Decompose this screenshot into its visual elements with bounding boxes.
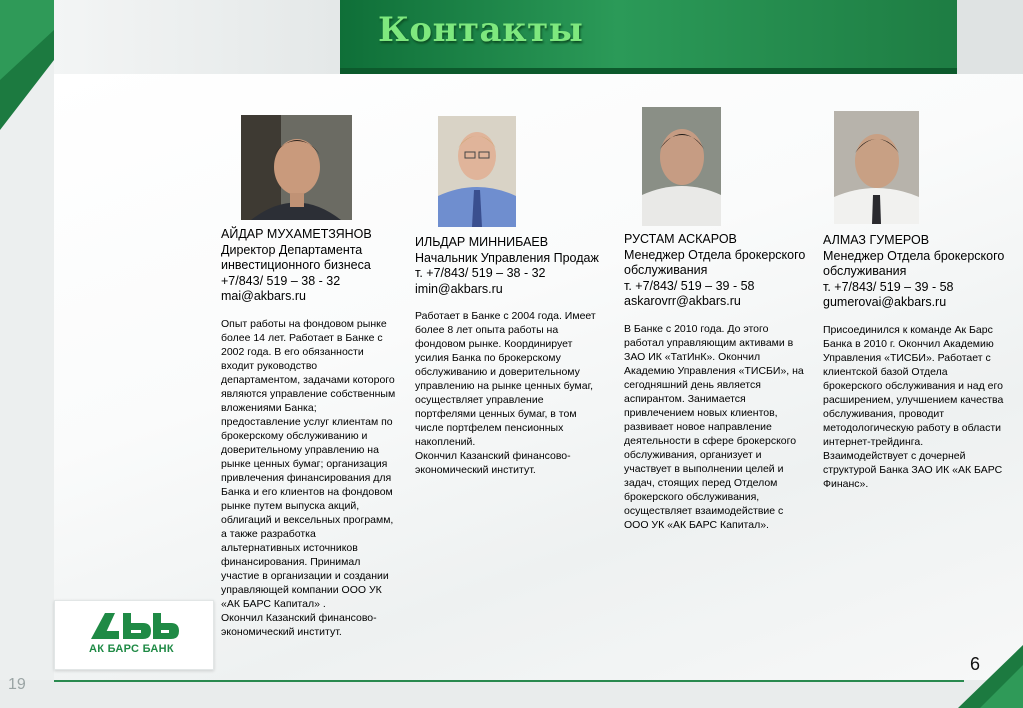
- page-title: Контакты: [378, 10, 584, 50]
- contact-name: РУСТАМ АСКАРОВ: [624, 232, 737, 246]
- corner-decoration-bottom-right: [958, 645, 1023, 708]
- photo-aidar: [241, 115, 352, 220]
- contact-card-rustam: [624, 232, 806, 532]
- bank-logo: [54, 600, 214, 670]
- contact-email[interactable]: mai@akbars.ru: [221, 289, 306, 303]
- photo-rustam: [642, 107, 721, 226]
- corner-decoration-top-left: [0, 0, 54, 130]
- footer-strip: [0, 680, 1023, 708]
- contact-card-aidar: [221, 227, 396, 639]
- contact-bio: Присоединился к команде Ак Барс Банка в 2010 г. Окончил Академию Управления «ТИСБИ». Работает с клиентской базой Отдела брокерского обслуживания и над его расширением, улучшением качества обслуживания, проводит методологическую работу в области интернет-трейдинга. Взаимодействует с дочерней структурой Банка ЗАО ИК «АК БАРС Финанс».: [823, 323, 1004, 490]
- header-left-panel: [54, 0, 340, 74]
- contact-card-almaz: [823, 233, 1008, 491]
- contact-phone: т. +7/843/ 519 – 38 - 32: [415, 266, 546, 280]
- contact-role: Начальник Управления Продаж: [415, 250, 599, 265]
- contact-name: АЙДАР МУХАМЕТЗЯНОВ: [221, 227, 372, 241]
- contact-name: АЛМАЗ ГУМЕРОВ: [823, 233, 930, 247]
- contact-phone: т. +7/843/ 519 – 39 - 58: [823, 279, 954, 294]
- photo-ildar: [438, 116, 516, 227]
- contact-card-ildar: [415, 235, 601, 477]
- contact-name: ИЛЬДАР МИННИБАЕВ: [415, 235, 549, 249]
- header-right-panel: [957, 0, 1023, 74]
- bank-logo-icon: [89, 611, 179, 641]
- footer-line: [54, 680, 964, 682]
- contact-role: Директор Департамента инвестиционного бизнеса: [221, 242, 371, 272]
- contact-bio: Работает в Банке с 2004 года. Имеет более 8 лет опыта работы на фондовом рынке. Координирует усилия Банка по брокерскому обслуживанию и доверительному управлению на рынке ценных бумаг, осуществляет управление портфелями ценных бумаг, в том числе портфелем пенсионных накоплений. Окончил Казанский финансово-экономический институт.: [415, 310, 596, 476]
- contact-bio: В Банке с 2010 года. До этого работал управляющим активами в ЗАО ИК «ТатИнК». Окончил Академию Управления «ТИСБИ», на сегодняшний день является аспирантом. Занимается привлечением новых клиентов, развивает новое направление деятельности в сфере брокерского обслуживания, организует и участвует в выполнении целей и задач, стоящих перед Отделом брокерского обслуживания, осуществляет взаимодействие с ООО УК «АК БАРС Капитал».: [624, 322, 804, 531]
- slide-number-right: 6: [970, 654, 981, 674]
- photo-almaz: [834, 111, 919, 224]
- contact-email[interactable]: askarovrr@akbars.ru: [624, 294, 741, 308]
- bank-logo-text: АК БАРС БАНК: [89, 643, 174, 655]
- contact-email[interactable]: gumerovai@akbars.ru: [823, 295, 947, 309]
- contact-role: Менеджер Отдела брокерского обслуживания: [624, 247, 806, 277]
- slide-number-left: 19: [8, 676, 26, 693]
- contact-bio: Опыт работы на фондовом рынке более 14 лет. Работает в Банке с 2002 года. В его обязанности входит руководство департаментом, задачами которого являются управление собственным вложениями Банка; предоставление услуг клиентам по брокерскому обслуживанию и доверительному управлению на рынке ценных бумаг; организация привлечения финансирования для Банка и его клиентов на фондовом рынке путем выпуска акций, облигаций и вексельных программ, а также разработка альтернативных источников финансирования. Принимал участие в организации и создании управляющей компании ООО УК «АК БАРС Капитал» . Окончил Казанский финансово-экономический институт.: [221, 317, 396, 638]
- contact-phone: т. +7/843/ 519 – 39 - 58: [624, 278, 755, 293]
- contact-phone: +7/843/ 519 – 38 - 32: [221, 273, 341, 288]
- contact-role: Менеджер Отдела брокерского обслуживания: [823, 248, 1005, 278]
- contact-email[interactable]: imin@akbars.ru: [415, 281, 503, 296]
